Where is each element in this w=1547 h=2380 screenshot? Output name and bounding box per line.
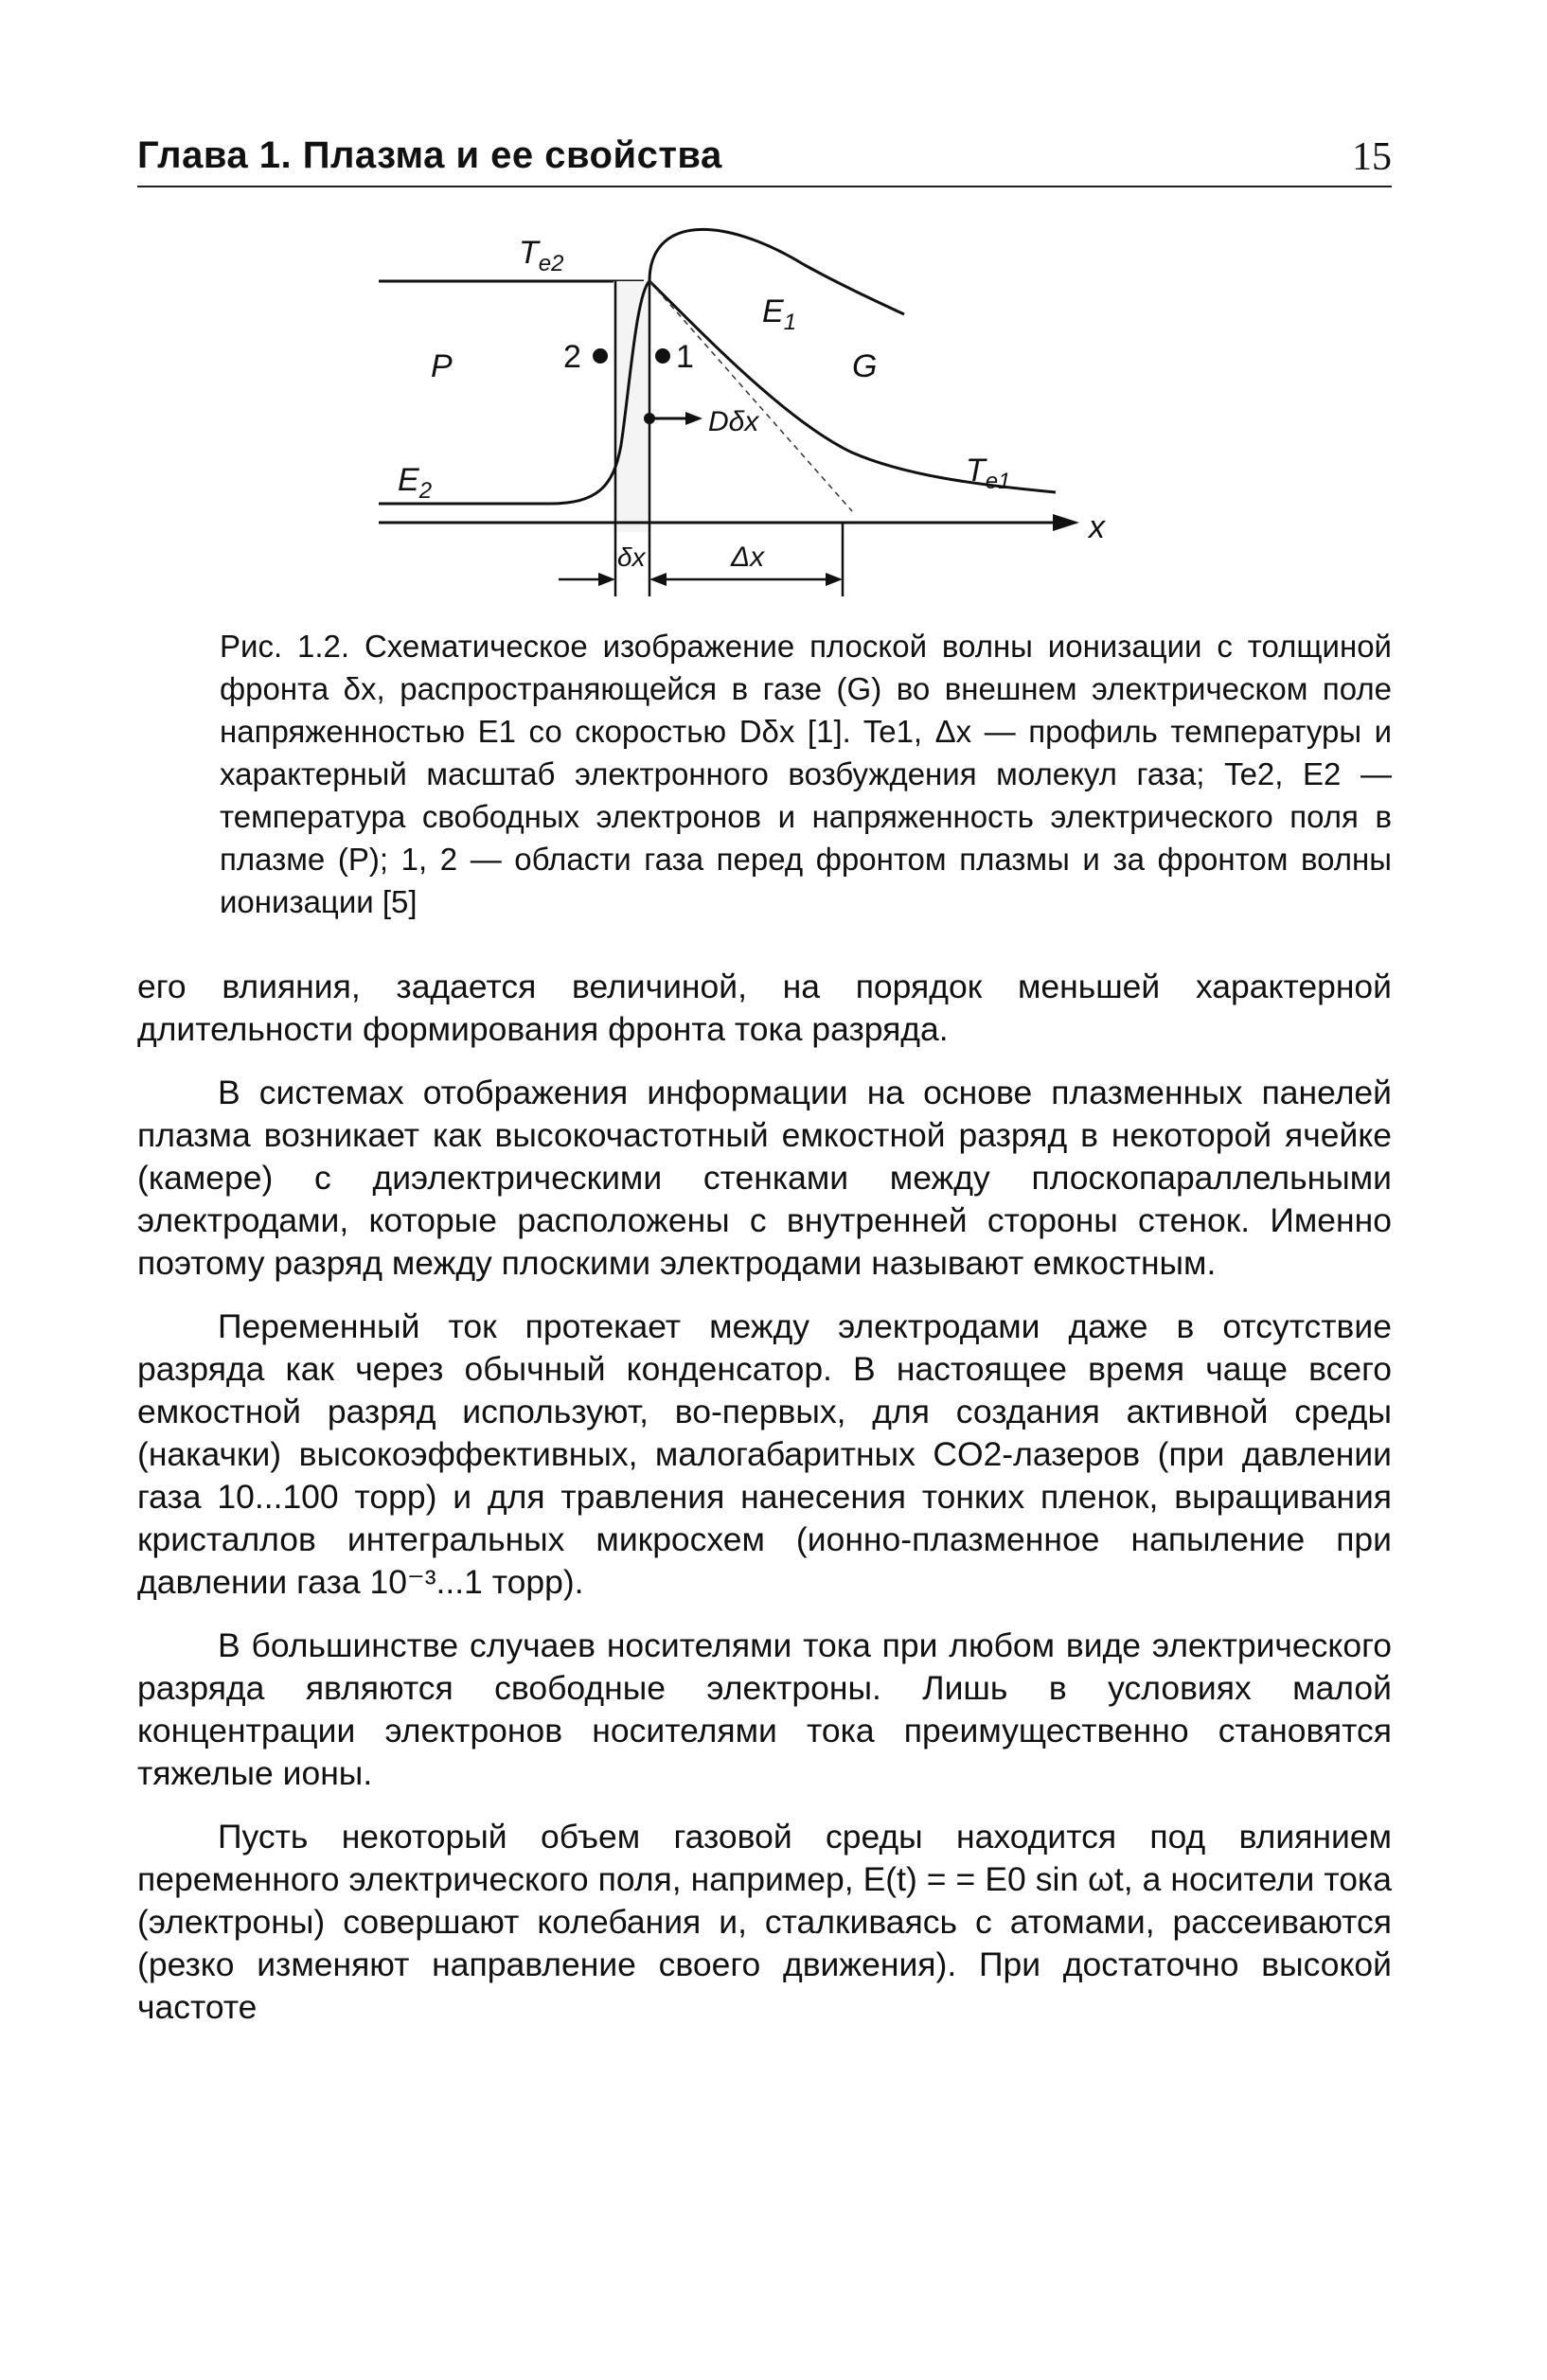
delta-x-big-left-arrowhead [649, 573, 667, 586]
label-dsx: Dδx [708, 406, 759, 437]
label-point-1: 1 [676, 339, 694, 375]
paragraph: Пусть некоторый объем газовой среды находится под влиянием переменного электрического поля, например, E(t) = = E0 sin ωt, а носители тока (электроны) совершают колебания и, сталкиваясь с атомами, рассеиваются (резко изменяют направление своего движения). При достаточно высокой частоте [137, 1818, 1392, 2026]
ionization-wave-diagram [360, 218, 1193, 606]
delta-x-small-arrowhead [598, 573, 615, 586]
x-axis-arrowhead [1053, 514, 1079, 531]
delta-x-big-right-arrowhead [826, 573, 843, 586]
figure-caption: Рис. 1.2. Схематическое изображение плоской волны ионизации с толщиной фронта δx, распространяющейся в газе (G) во внешнем электрическом поле напряженностью E1 со скоростью Dδx [1]. Te1, Δx — профиль температуры и характерный масштаб электронного возбуждения молекул газа; Te2, E2 — температура свободных электронов и напряженность электрического поля в плазме (P); 1, 2 — области газа перед фронтом плазмы и за фронтом волны ионизации [5] [220, 629, 1392, 919]
label-te1: $T_{e1}$ [966, 453, 1011, 494]
e2-field-curve [379, 281, 649, 504]
page-header [137, 131, 1392, 187]
label-point-2: 2 [563, 339, 581, 375]
label-te2: $T_{e2}$ [519, 235, 564, 276]
label-delta-x-small: δx [617, 542, 646, 572]
body-text [137, 966, 1392, 2050]
paragraph: В большинстве случаев носителями тока при любом виде электрического разряда являются свободные электроны. Лишь в условиях малой концентрации электронов носителями тока преимущественно становятся тяжелые ионы. [137, 1626, 1392, 1792]
front-band [613, 281, 649, 532]
point-2-marker [593, 348, 608, 364]
label-e2: $E_2$ [398, 462, 433, 504]
velocity-arrow-origin [644, 413, 655, 424]
page-number: 15 [1352, 135, 1392, 179]
label-delta-x-big: Δx [731, 542, 765, 573]
label-x-axis: x [1089, 509, 1105, 545]
te1-temperature-curve [649, 281, 1056, 492]
point-1-marker [655, 348, 670, 364]
paragraph: его влияния, задается величиной, на порядок меньшей характерной длительности формирования фронта тока разряда. [137, 968, 1392, 1048]
tangent-dashed-line [649, 281, 852, 511]
paragraph: Переменный ток протекает между электродами даже в отсутствие разряда как через обычный конденсатор. В настоящее время чаще всего емкостной разряд используют, во-первых, для создания активной среды (накачки) высокоэффективных, малогабаритных CO2-лазеров (при давлении газа 10...100 торр) и для травления нанесения тонких пленок, выращивания кристаллов интегральных микросхем (ионно-плазменное напыление при давлении газа 10⁻³...1 торр). [137, 1307, 1392, 1601]
paragraph: В системах отображения информации на основе плазменных панелей плазма возникает как высокочастотный емкостной разряд в некоторой ячейке (камере) с диэлектрическими стенками между плоскопараллельными электродами, которые расположены с внутренней стороны стенок. Именно поэтому разряд между плоскими электродами называют емкостным. [137, 1074, 1392, 1282]
chapter-title: Глава 1. Плазма и ее свойства [137, 134, 722, 176]
label-e1: $E_1$ [762, 293, 797, 335]
label-g: G [852, 348, 878, 384]
velocity-arrowhead [685, 412, 702, 425]
label-p: P [431, 348, 453, 384]
figure-ionization-wave [360, 218, 1193, 606]
